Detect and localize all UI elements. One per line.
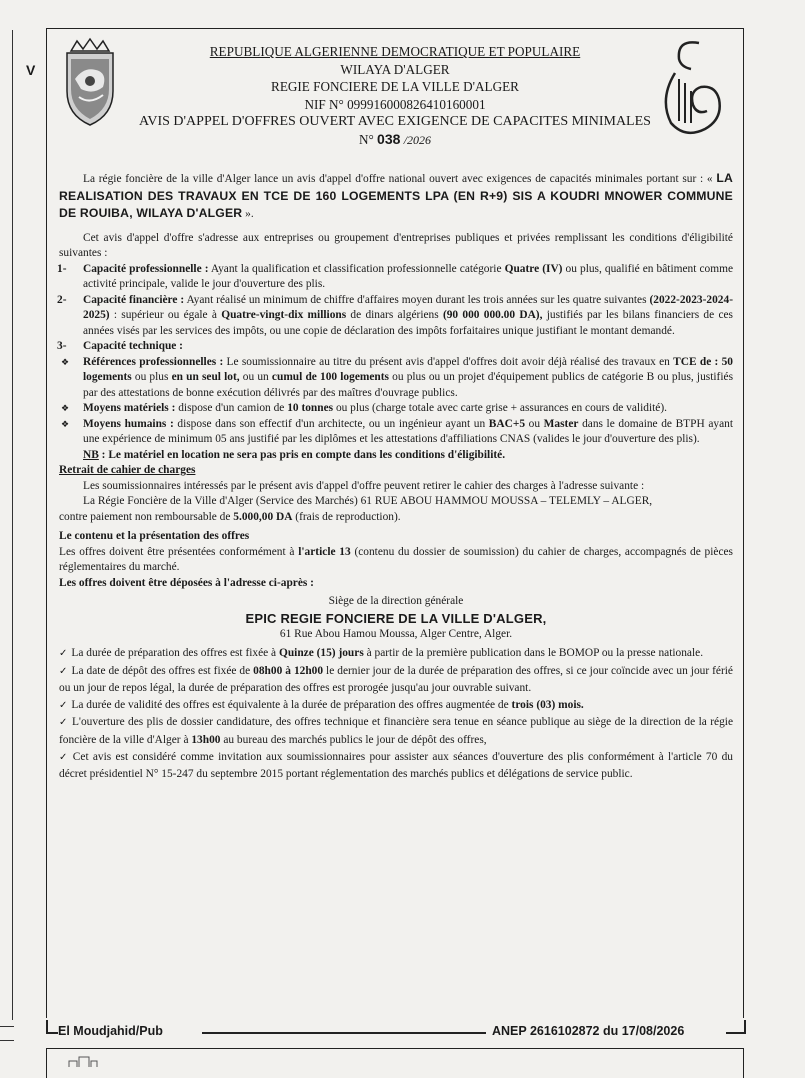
contenu-article: l'article 13 — [298, 545, 351, 558]
project-object: LA REALISATION DES TRAVAUX EN TCE DE 160 LOGEMENTS LPA (EN R+9) SIS A KOUDRI MNOWER COMMUNE DE ROUIBA, WILAYA D'ALGER — [59, 171, 733, 220]
notice-header — [47, 43, 743, 149]
contenu-t1: Les offres doivent être présentées conformément à — [59, 545, 299, 558]
item-title: Moyens matériels : — [83, 402, 176, 414]
footer-rule — [46, 1032, 58, 1034]
item-text: : supérieur ou égale à — [109, 309, 222, 321]
diamond-bullet-icon: ❖ — [61, 356, 70, 367]
item-highlight: BAC+5 — [488, 417, 526, 430]
check-text: au bureau des marchés publics le jour de dépôt des offres, — [220, 733, 487, 746]
wilaya-line: WILAYA D'ALGER — [340, 61, 450, 77]
checkmark-icon: ✓ — [59, 665, 68, 677]
footer-rule — [202, 1032, 486, 1034]
adjacent-ad-letter: V — [26, 62, 36, 78]
item-highlight: cumul de 100 logements — [271, 371, 389, 383]
item-text: ou plus, qualifié en bâtiment comme activité principale, valide le jour d'ouverture des plis. — [83, 262, 733, 290]
eligibility-intro: Cet avis d'appel d'offre s'adresse aux entreprises ou groupement d'entreprises publiques et privées remplissant les conditions d'éligibilité suivantes : — [59, 231, 733, 259]
material-means — [59, 401, 733, 417]
item-text: dispose d'un camion de — [175, 402, 288, 414]
item-title: Capacité technique : — [83, 340, 183, 352]
notice-number-value: 038 — [377, 130, 401, 147]
check-text: La durée de validité des offres est équivalente à la durée de préparation des offres augmentée de — [71, 698, 512, 711]
contenu-title: Le contenu et la présentation des offres — [59, 530, 250, 542]
capacity-financial — [59, 293, 733, 340]
item-text: ou plus ou un projet d'équipement publics de catégorie B ou plus, justifiés par des attestations de bonne exécution délivrés par des maîtres d'ouvrage publics. — [83, 371, 734, 399]
item-highlight: 10 tonnes — [287, 402, 334, 414]
nb-note — [59, 448, 733, 464]
retrait-payment — [59, 510, 733, 526]
checkmark-icon: ✓ — [59, 751, 69, 763]
item-text: ou plus — [131, 371, 172, 383]
human-means — [59, 417, 733, 448]
depot-line3: 61 Rue Abou Hamou Moussa, Alger Centre, Alger. — [279, 627, 513, 640]
check-text: Cet avis est considéré comme invitation aux soumissionnaires pour assister aux séances d'ouverture des plis conformément à l'article 70 du décret présidentiel N° 15-247 du septembre 2015 portant réglementation des marchés publics et délégations de service public. — [59, 750, 733, 781]
nb-text: : Le matériel en location ne sera pas pris en compte dans les conditions d'éligibilité. — [98, 448, 506, 461]
check-validity — [59, 697, 733, 715]
next-notice-edge — [46, 1048, 744, 1078]
check-duration — [59, 645, 733, 663]
item-text: justifiés par les bilans financiers de ces années visés par les services des impôts, ou une copie de déclaration des impôts forfaitaires unique justifiant le montant demandé. — [83, 309, 733, 337]
check-highlight: 08h00 à 12h00 — [253, 664, 324, 677]
tender-notice — [46, 28, 744, 1018]
item-highlight: (90 000 000.00 DA), — [442, 309, 543, 321]
item-text: de dinars algériens — [346, 309, 443, 321]
check-opening — [59, 714, 733, 748]
item-marker: 1- — [57, 262, 67, 275]
publisher-credit: El Moudjahid/Pub — [58, 1024, 163, 1038]
intro-paragraph — [59, 170, 733, 223]
item-highlight: TCE de : 50 logements — [83, 355, 733, 383]
check-highlight: Quinze (15) jours — [278, 647, 364, 659]
item-marker: 2- — [57, 293, 67, 306]
item-title: Moyens humains : — [83, 417, 174, 430]
check-highlight: trois (03) mois. — [511, 698, 584, 711]
adjacent-ad-border — [12, 30, 13, 1020]
payment-text: (frais de reproduction). — [292, 510, 401, 523]
item-title: Références professionnelles : — [83, 355, 224, 368]
anep-reference: ANEP 2616102872 du 17/08/2026 — [492, 1024, 685, 1038]
retrait-p1: Les soumissionnaires intéressés par le présent avis d'appel d'offre peuvent retirer le cahier des charges à l'adresse suivante : — [83, 479, 645, 492]
depot-line1: Siège de la direction générale — [328, 595, 464, 607]
item-highlight: Quatre (IV) — [504, 262, 563, 275]
checkmark-icon: ✓ — [59, 717, 68, 729]
checkmark-icon: ✓ — [59, 699, 68, 711]
issuer-line: REGIE FONCIERE DE LA VILLE D'ALGER — [271, 79, 519, 94]
retrait-title: Retrait de cahier de charges — [59, 464, 196, 476]
footer-rule — [744, 1020, 746, 1032]
retrait-address: La Régie Foncière de la Ville d'Alger (Service des Marchés) 61 RUE ABOU HAMMOU MOUSSA – TELEMLY – ALGER, — [83, 495, 653, 507]
contenu-text — [59, 545, 733, 576]
payment-amount: 5.000,00 DA — [233, 510, 293, 523]
intro-close: ». — [242, 208, 254, 220]
item-highlight: (2022-2023-2024-2025) — [83, 293, 733, 321]
checkmark-icon: ✓ — [59, 648, 68, 659]
nb-label: NB — [83, 448, 99, 461]
republic-title: REPUBLIQUE ALGERIENNE DEMOCRATIQUE ET POPULAIRE — [209, 44, 581, 59]
diamond-bullet-icon: ❖ — [61, 403, 70, 413]
contenu-t2: (contenu du dossier de soumission) du cahier de charges, accompagnés de pièces réglementaires du marché. — [59, 545, 733, 573]
check-text: à partir de la première publication dans le BOMOP ou la presse nationale. — [363, 647, 704, 659]
check-invitation — [59, 749, 733, 783]
item-highlight: Master — [543, 417, 579, 430]
payment-text: contre paiement non remboursable de — [59, 510, 234, 523]
item-text: ou un — [239, 371, 272, 383]
adjacent-ad-edge — [0, 0, 40, 1066]
notice-number — [47, 131, 743, 150]
capacity-technical — [59, 339, 733, 355]
item-text: Ayant réalisé un minimum de chiffre d'affaires moyen durant les trois années sur les quatre suivantes — [184, 293, 650, 306]
item-text: ou — [525, 417, 544, 430]
check-text: le dernier jour de la durée de préparation des offres, si ce jour coïncide avec un jour férié ou un jour de repos légal, la durée de préparation des offres est prorogée jusqu'au jour ouvrable suivant. — [59, 664, 733, 695]
item-highlight: Quatre-vingt-dix millions — [221, 309, 347, 321]
notice-number-year: /2026 — [403, 132, 432, 147]
professional-references — [59, 355, 733, 402]
check-deposit-date — [59, 663, 733, 697]
item-text: Le soumissionnaire au titre du présent avis d'appel d'offres doit avoir déjà réalisé des travaux en — [223, 355, 674, 368]
notice-footer — [44, 1024, 746, 1040]
intro-text: La régie foncière de la ville d'Alger lance un avis d'appel d'offre national ouvert avec exigences de capacités minimales portant sur : « — [83, 173, 717, 185]
footer-rule — [726, 1032, 746, 1034]
footer-rule — [46, 1020, 48, 1032]
item-text: Ayant la qualification et classification professionnelle catégorie — [208, 262, 505, 275]
notice-body — [59, 170, 733, 783]
capacity-professional — [59, 262, 733, 293]
depot-title: Les offres doivent être déposées à l'adresse ci-après : — [59, 576, 314, 589]
item-title: Capacité professionnelle : — [83, 262, 209, 275]
check-highlight: 13h00 — [191, 733, 221, 746]
adjacent-ad-corner — [0, 1026, 14, 1027]
item-text: ou plus (charge totale avec carte grise + assurances en cours de validité). — [333, 402, 667, 414]
item-title: Capacité financière : — [83, 293, 185, 306]
notice-title: AVIS D'APPEL D'OFFRES OUVERT AVEC EXIGENCE DE CAPACITES MINIMALES — [139, 114, 651, 129]
diamond-bullet-icon: ❖ — [61, 418, 70, 429]
adjacent-ad-corner — [0, 1040, 14, 1041]
item-highlight: en un seul lot, — [171, 371, 240, 383]
check-text: La durée de préparation des offres est fixée à — [71, 647, 279, 659]
item-marker: 3- — [57, 340, 67, 352]
depot-line2: EPIC REGIE FONCIERE DE LA VILLE D'ALGER, — [245, 610, 547, 626]
check-text: L'ouverture des plis de dossier candidature, des offres technique et financière sera tenue en séance publique au siège de la direction de la régie foncière de la ville d'Alger à — [59, 716, 733, 746]
nif-line: NIF N° 099916000826410160001 — [304, 96, 486, 112]
next-notice-crest-icon — [65, 1055, 101, 1067]
notice-number-prefix: N° — [358, 131, 374, 147]
item-text: dispose dans son effectif d'un architecte, ou un ingénieur ayant un — [173, 417, 489, 430]
check-text: La date de dépôt des offres est fixée de — [71, 664, 254, 677]
item-text: dans le domaine de BTPH ayant une expérience de minimum 05 ans justifié par les diplômes et les attestations d'affiliations CNAS (valides le jour d'ouverture des plis). — [83, 417, 733, 445]
